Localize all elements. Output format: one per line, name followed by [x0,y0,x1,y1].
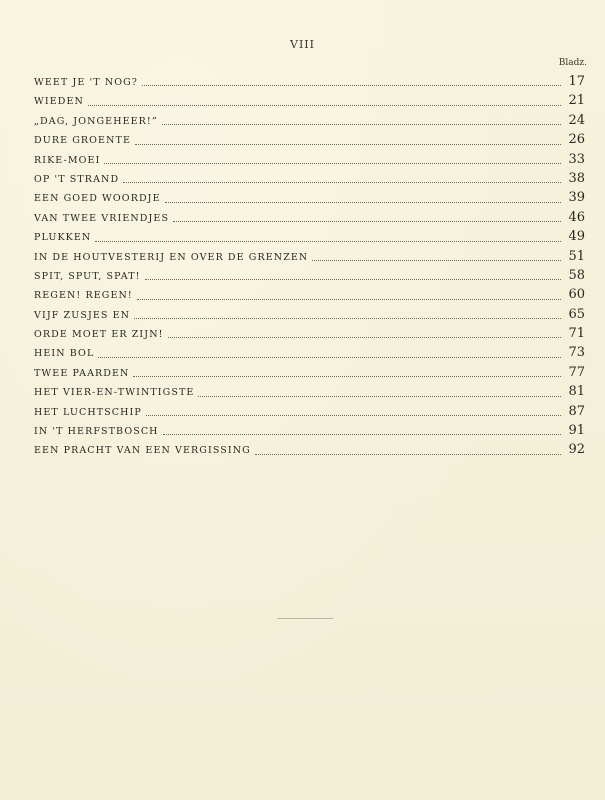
dot-leader [98,357,561,358]
dot-leader [146,415,561,416]
toc-entry-page: 73 [568,345,585,361]
toc-entry-page: 71 [568,326,585,342]
toc-entry [34,93,585,112]
dot-leader [135,144,561,145]
dot-leader [165,202,561,203]
dot-leader [163,434,561,435]
dot-leader [137,299,561,300]
toc-entry-title: HET VIER-EN-TWINTIGSTE [34,387,195,399]
dot-leader [133,376,561,377]
dot-leader [123,182,561,183]
toc-entry-title: EEN PRACHT VAN EEN VERGISSING [34,445,251,457]
toc-entry-title: HET LUCHTSCHIP [34,406,142,418]
toc-entry-page: 87 [568,403,585,419]
table-of-contents [34,74,585,462]
dot-leader [145,279,561,280]
dot-leader [162,124,561,125]
toc-entry [34,210,585,229]
toc-entry-title: VIJF ZUSJES EN [34,309,131,321]
toc-entry-title: TWEE PAARDEN [34,367,130,379]
toc-entry-title: RIKE-MOEI [34,154,101,166]
toc-entry-page: 51 [568,248,585,264]
toc-entry-page: 33 [568,151,585,167]
toc-entry [34,268,585,287]
toc-entry-page: 21 [568,93,585,109]
toc-entry-page: 38 [568,170,585,186]
dot-leader [198,396,561,397]
toc-entry [34,152,585,171]
toc-entry [34,190,585,209]
toc-entry [34,249,585,268]
toc-entry-title: „DAG, JONGEHEER!” [34,115,158,127]
page-column-header: Bladz. [558,58,587,68]
toc-entry [34,171,585,190]
toc-entry-page: 17 [568,74,585,89]
toc-entry-page: 60 [568,287,585,303]
toc-entry-title: REGEN! REGEN! [34,290,133,302]
toc-entry [34,132,585,151]
toc-entry-page: 58 [568,267,585,283]
toc-entry-title: PLUKKEN [34,232,92,244]
toc-entry-title: EEN GOED WOORDJE [34,193,161,205]
toc-entry-title: VAN TWEE VRIENDJES [34,212,170,224]
toc-entry-title: HEIN BOL [34,348,95,360]
toc-entry [34,442,585,461]
toc-entry [34,365,585,384]
page-number: VIII [290,38,315,51]
toc-entry-page: 81 [568,384,585,400]
toc-entry-title: DURE GROENTE [34,135,131,147]
dot-leader [88,105,561,106]
toc-entry-page: 39 [568,190,585,206]
toc-entry-title: OP 'T STRAND [34,173,120,185]
toc-entry-page: 77 [568,364,585,380]
toc-entry [34,74,585,93]
toc-entry [34,113,585,132]
toc-entry [34,307,585,326]
toc-entry [34,345,585,364]
toc-entry [34,423,585,442]
toc-entry-page: 26 [568,132,585,148]
toc-entry-title: ORDE MOET ER ZIJN! [34,329,164,341]
dot-leader [255,454,561,455]
toc-entry-page: 92 [568,442,585,458]
toc-entry [34,384,585,403]
toc-entry-page: 49 [568,229,585,245]
toc-entry-title: IN 'T HERFSTBOSCH [34,426,159,438]
dot-leader [168,337,561,338]
dot-leader [312,260,561,261]
toc-entry-title: SPIT, SPUT, SPAT! [34,270,141,282]
toc-entry [34,229,585,248]
dot-leader [104,163,561,164]
toc-entry-title: WEET JE 'T NOG? [34,77,139,88]
toc-entry-title: WIEDEN [34,96,84,108]
dot-leader [173,221,561,222]
toc-entry [34,287,585,306]
toc-entry-title: IN DE HOUTVESTERIJ EN OVER DE GRENZEN [34,251,309,263]
divider-rule [277,618,333,619]
toc-entry-page: 46 [568,209,585,225]
dot-leader [95,241,561,242]
toc-entry [34,326,585,345]
toc-entry-page: 24 [568,112,585,128]
toc-entry [34,404,585,423]
dot-leader [134,318,561,319]
toc-entry-page: 91 [568,423,585,439]
toc-entry-page: 65 [568,306,585,322]
dot-leader [142,85,561,86]
